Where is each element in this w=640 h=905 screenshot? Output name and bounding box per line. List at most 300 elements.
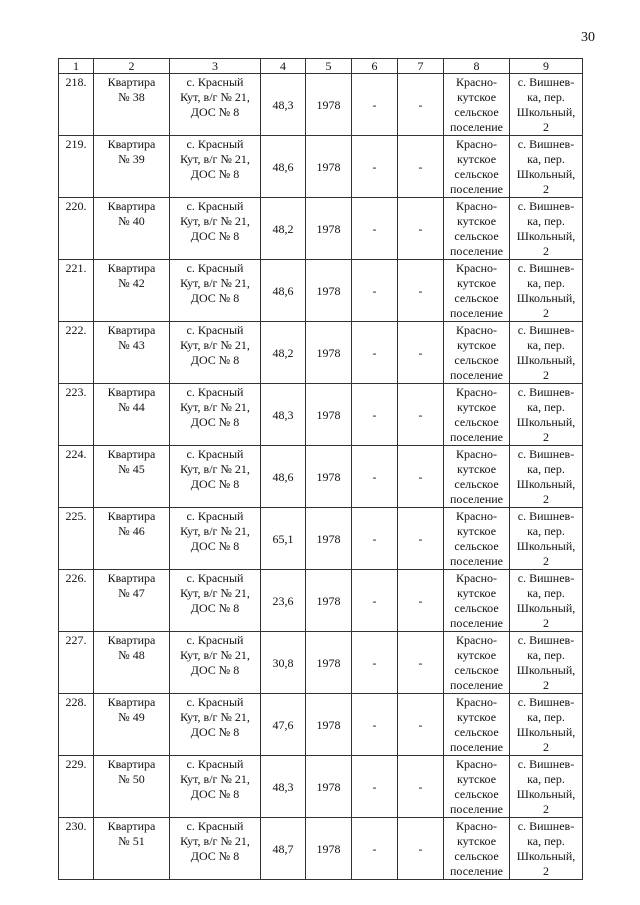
object-name-cell bbox=[94, 384, 170, 446]
row-number-cell: 230. bbox=[59, 818, 94, 880]
object-name-cell-line: Квартира bbox=[107, 509, 156, 523]
year-cell: 1978 bbox=[306, 384, 352, 446]
address-cell-line: ДОС № 8 bbox=[190, 601, 240, 615]
location-cell-line: с. Вишнев- bbox=[517, 509, 575, 523]
page-number: 30 bbox=[581, 30, 595, 45]
area-cell: 48,2 bbox=[261, 198, 306, 260]
row-number-cell: 220. bbox=[59, 198, 94, 260]
owner-cell bbox=[444, 818, 510, 880]
owner-cell bbox=[444, 446, 510, 508]
row-number-cell: 223. bbox=[59, 384, 94, 446]
year-cell: 1978 bbox=[306, 198, 352, 260]
area-cell: 30,8 bbox=[261, 632, 306, 694]
address-cell-line: с. Красный bbox=[186, 571, 244, 585]
address-cell bbox=[170, 756, 261, 818]
year-cell: 1978 bbox=[306, 322, 352, 384]
location-cell-line: ка, пер. bbox=[527, 524, 565, 538]
address-cell-line: ДОС № 8 bbox=[190, 291, 240, 305]
location-cell bbox=[510, 74, 583, 136]
owner-cell-line: Красно- bbox=[455, 695, 498, 709]
table-row bbox=[59, 384, 583, 446]
object-name-cell-line: Квартира bbox=[107, 447, 156, 461]
object-name-cell-line: Квартира bbox=[107, 633, 156, 647]
owner-cell-line: сельское bbox=[454, 601, 499, 615]
location-cell-line: Школьный, bbox=[516, 601, 576, 615]
table-row bbox=[59, 198, 583, 260]
address-cell bbox=[170, 198, 261, 260]
column-7-cell: - bbox=[398, 508, 444, 570]
object-name-cell bbox=[94, 694, 170, 756]
address-cell-line: ДОС № 8 bbox=[190, 539, 240, 553]
object-name-cell-line: № 50 bbox=[118, 772, 145, 786]
location-cell-line: 2 bbox=[543, 678, 549, 692]
location-cell bbox=[510, 508, 583, 570]
column-6-cell: - bbox=[352, 694, 398, 756]
location-cell-line: ка, пер. bbox=[527, 152, 565, 166]
address-cell-line: ДОС № 8 bbox=[190, 477, 240, 491]
row-number-cell: 224. bbox=[59, 446, 94, 508]
location-cell-line: ка, пер. bbox=[527, 710, 565, 724]
location-cell-line: с. Вишнев- bbox=[517, 261, 575, 275]
address-cell-line: Кут, в/г № 21, bbox=[180, 772, 250, 786]
area-cell: 48,6 bbox=[261, 136, 306, 198]
owner-cell-line: поселение bbox=[449, 678, 503, 692]
table-row bbox=[59, 756, 583, 818]
column-6-cell: - bbox=[352, 508, 398, 570]
address-cell-line: с. Красный bbox=[186, 509, 244, 523]
location-cell-line: ка, пер. bbox=[527, 834, 565, 848]
address-cell bbox=[170, 508, 261, 570]
address-cell-line: Кут, в/г № 21, bbox=[180, 214, 250, 228]
location-cell bbox=[510, 260, 583, 322]
owner-cell-line: Красно- bbox=[455, 447, 498, 461]
location-cell-line: Школьный, bbox=[516, 291, 576, 305]
object-name-cell-line: Квартира bbox=[107, 695, 156, 709]
location-cell-line: Школьный, bbox=[516, 353, 576, 367]
header-cell: 1 bbox=[59, 59, 94, 74]
owner-cell-line: поселение bbox=[449, 802, 503, 816]
location-cell-line: 2 bbox=[543, 244, 549, 258]
header-cell: 3 bbox=[170, 59, 261, 74]
address-cell bbox=[170, 446, 261, 508]
location-cell-line: 2 bbox=[543, 802, 549, 816]
column-7-cell: - bbox=[398, 260, 444, 322]
owner-cell-line: кутское bbox=[456, 834, 497, 848]
location-cell-line: Школьный, bbox=[516, 105, 576, 119]
owner-cell-line: кутское bbox=[456, 90, 497, 104]
owner-cell bbox=[444, 198, 510, 260]
location-cell-line: Школьный, bbox=[516, 663, 576, 677]
address-cell-line: ДОС № 8 bbox=[190, 415, 240, 429]
owner-cell-line: Красно- bbox=[455, 385, 498, 399]
address-cell bbox=[170, 570, 261, 632]
owner-cell bbox=[444, 136, 510, 198]
owner-cell-line: поселение bbox=[449, 182, 503, 196]
location-cell-line: 2 bbox=[543, 306, 549, 320]
address-cell-line: Кут, в/г № 21, bbox=[180, 90, 250, 104]
column-7-cell: - bbox=[398, 632, 444, 694]
column-7-cell: - bbox=[398, 198, 444, 260]
object-name-cell bbox=[94, 74, 170, 136]
column-7-cell: - bbox=[398, 818, 444, 880]
column-6-cell: - bbox=[352, 322, 398, 384]
area-cell: 48,6 bbox=[261, 260, 306, 322]
row-number-cell: 226. bbox=[59, 570, 94, 632]
owner-cell-line: поселение bbox=[449, 430, 503, 444]
location-cell-line: 2 bbox=[543, 492, 549, 506]
owner-cell-line: сельское bbox=[454, 105, 499, 119]
header-cell: 8 bbox=[444, 59, 510, 74]
owner-cell-line: кутское bbox=[456, 152, 497, 166]
owner-cell bbox=[444, 260, 510, 322]
header-cell: 9 bbox=[510, 59, 583, 74]
location-cell-line: Школьный, bbox=[516, 415, 576, 429]
address-cell-line: Кут, в/г № 21, bbox=[180, 276, 250, 290]
location-cell-line: ка, пер. bbox=[527, 462, 565, 476]
location-cell-line: Школьный, bbox=[516, 167, 576, 181]
location-cell-line: Школьный, bbox=[516, 849, 576, 863]
object-name-cell-line: Квартира bbox=[107, 75, 156, 89]
year-cell: 1978 bbox=[306, 446, 352, 508]
address-cell bbox=[170, 74, 261, 136]
location-cell-line: 2 bbox=[543, 740, 549, 754]
object-name-cell-line: Квартира bbox=[107, 137, 156, 151]
location-cell bbox=[510, 694, 583, 756]
object-name-cell-line: Квартира bbox=[107, 757, 156, 771]
column-6-cell: - bbox=[352, 446, 398, 508]
address-cell bbox=[170, 818, 261, 880]
location-cell-line: ка, пер. bbox=[527, 338, 565, 352]
address-cell-line: с. Красный bbox=[186, 137, 244, 151]
object-name-cell-line: № 46 bbox=[118, 524, 145, 538]
header-cell: 2 bbox=[94, 59, 170, 74]
header-cell: 7 bbox=[398, 59, 444, 74]
location-cell-line: ка, пер. bbox=[527, 648, 565, 662]
table-row bbox=[59, 74, 583, 136]
address-cell-line: Кут, в/г № 21, bbox=[180, 586, 250, 600]
address-cell-line: Кут, в/г № 21, bbox=[180, 834, 250, 848]
owner-cell-line: сельское bbox=[454, 353, 499, 367]
location-cell bbox=[510, 446, 583, 508]
owner-cell-line: кутское bbox=[456, 462, 497, 476]
address-cell bbox=[170, 322, 261, 384]
column-7-cell: - bbox=[398, 384, 444, 446]
column-6-cell: - bbox=[352, 384, 398, 446]
location-cell-line: Школьный, bbox=[516, 477, 576, 491]
location-cell-line: 2 bbox=[543, 182, 549, 196]
object-name-cell bbox=[94, 322, 170, 384]
object-name-cell bbox=[94, 260, 170, 322]
column-7-cell: - bbox=[398, 136, 444, 198]
area-cell: 23,6 bbox=[261, 570, 306, 632]
area-cell: 47,6 bbox=[261, 694, 306, 756]
address-cell-line: ДОС № 8 bbox=[190, 663, 240, 677]
table-row bbox=[59, 818, 583, 880]
address-cell-line: ДОС № 8 bbox=[190, 353, 240, 367]
owner-cell-line: поселение bbox=[449, 616, 503, 630]
owner-cell-line: поселение bbox=[449, 864, 503, 878]
column-7-cell: - bbox=[398, 446, 444, 508]
owner-cell-line: сельское bbox=[454, 539, 499, 553]
column-6-cell: - bbox=[352, 570, 398, 632]
area-cell: 48,3 bbox=[261, 756, 306, 818]
area-cell: 48,7 bbox=[261, 818, 306, 880]
address-cell bbox=[170, 694, 261, 756]
table-row bbox=[59, 632, 583, 694]
address-cell bbox=[170, 136, 261, 198]
owner-cell bbox=[444, 694, 510, 756]
location-cell-line: 2 bbox=[543, 368, 549, 382]
row-number-cell: 227. bbox=[59, 632, 94, 694]
owner-cell-line: Красно- bbox=[455, 819, 498, 833]
location-cell-line: Школьный, bbox=[516, 539, 576, 553]
object-name-cell bbox=[94, 818, 170, 880]
object-name-cell-line: № 49 bbox=[118, 710, 145, 724]
owner-cell-line: кутское bbox=[456, 772, 497, 786]
location-cell bbox=[510, 756, 583, 818]
owner-cell-line: Красно- bbox=[455, 509, 498, 523]
owner-cell-line: сельское bbox=[454, 291, 499, 305]
table-row bbox=[59, 570, 583, 632]
table-row bbox=[59, 446, 583, 508]
location-cell bbox=[510, 384, 583, 446]
location-cell-line: ка, пер. bbox=[527, 276, 565, 290]
area-cell: 65,1 bbox=[261, 508, 306, 570]
owner-cell-line: сельское bbox=[454, 229, 499, 243]
owner-cell bbox=[444, 74, 510, 136]
year-cell: 1978 bbox=[306, 74, 352, 136]
address-cell-line: Кут, в/г № 21, bbox=[180, 338, 250, 352]
address-cell-line: с. Красный bbox=[186, 323, 244, 337]
address-cell-line: с. Красный bbox=[186, 261, 244, 275]
owner-cell-line: сельское bbox=[454, 663, 499, 677]
owner-cell-line: сельское bbox=[454, 787, 499, 801]
area-cell: 48,6 bbox=[261, 446, 306, 508]
address-cell bbox=[170, 260, 261, 322]
owner-cell-line: Красно- bbox=[455, 571, 498, 585]
owner-cell-line: сельское bbox=[454, 849, 499, 863]
location-cell-line: с. Вишнев- bbox=[517, 819, 575, 833]
object-name-cell-line: Квартира bbox=[107, 819, 156, 833]
location-cell-line: 2 bbox=[543, 430, 549, 444]
row-number-cell: 222. bbox=[59, 322, 94, 384]
object-name-cell-line: № 42 bbox=[118, 276, 145, 290]
location-cell-line: ка, пер. bbox=[527, 400, 565, 414]
year-cell: 1978 bbox=[306, 694, 352, 756]
column-7-cell: - bbox=[398, 694, 444, 756]
owner-cell bbox=[444, 384, 510, 446]
owner-cell-line: Красно- bbox=[455, 137, 498, 151]
location-cell-line: с. Вишнев- bbox=[517, 199, 575, 213]
address-cell-line: с. Красный bbox=[186, 633, 244, 647]
area-cell: 48,2 bbox=[261, 322, 306, 384]
location-cell-line: ка, пер. bbox=[527, 772, 565, 786]
object-name-cell bbox=[94, 198, 170, 260]
owner-cell-line: Красно- bbox=[455, 199, 498, 213]
owner-cell bbox=[444, 322, 510, 384]
address-cell-line: с. Красный bbox=[186, 757, 244, 771]
object-name-cell bbox=[94, 756, 170, 818]
owner-cell-line: Красно- bbox=[455, 633, 498, 647]
column-6-cell: - bbox=[352, 818, 398, 880]
column-7-cell: - bbox=[398, 322, 444, 384]
owner-cell-line: сельское bbox=[454, 415, 499, 429]
object-name-cell-line: № 44 bbox=[118, 400, 145, 414]
owner-cell-line: поселение bbox=[449, 306, 503, 320]
address-cell-line: с. Красный bbox=[186, 385, 244, 399]
column-6-cell: - bbox=[352, 74, 398, 136]
owner-cell-line: кутское bbox=[456, 586, 497, 600]
row-number-cell: 219. bbox=[59, 136, 94, 198]
owner-cell-line: Красно- bbox=[455, 757, 498, 771]
object-name-cell-line: № 47 bbox=[118, 586, 145, 600]
address-cell-line: Кут, в/г № 21, bbox=[180, 462, 250, 476]
address-cell-line: Кут, в/г № 21, bbox=[180, 710, 250, 724]
address-cell-line: с. Красный bbox=[186, 199, 244, 213]
column-6-cell: - bbox=[352, 198, 398, 260]
location-cell-line: с. Вишнев- bbox=[517, 447, 575, 461]
location-cell-line: с. Вишнев- bbox=[517, 571, 575, 585]
table-row bbox=[59, 136, 583, 198]
year-cell: 1978 bbox=[306, 136, 352, 198]
location-cell-line: с. Вишнев- bbox=[517, 385, 575, 399]
address-cell-line: ДОС № 8 bbox=[190, 787, 240, 801]
location-cell-line: с. Вишнев- bbox=[517, 633, 575, 647]
year-cell: 1978 bbox=[306, 508, 352, 570]
address-cell-line: с. Красный bbox=[186, 695, 244, 709]
owner-cell-line: кутское bbox=[456, 524, 497, 538]
object-name-cell-line: Квартира bbox=[107, 323, 156, 337]
owner-cell bbox=[444, 756, 510, 818]
address-cell-line: с. Красный bbox=[186, 819, 244, 833]
table-header-row bbox=[59, 59, 583, 74]
column-6-cell: - bbox=[352, 260, 398, 322]
location-cell-line: 2 bbox=[543, 864, 549, 878]
object-name-cell bbox=[94, 632, 170, 694]
area-cell: 48,3 bbox=[261, 74, 306, 136]
owner-cell-line: поселение bbox=[449, 554, 503, 568]
owner-cell bbox=[444, 570, 510, 632]
object-name-cell-line: № 39 bbox=[118, 152, 145, 166]
address-cell bbox=[170, 384, 261, 446]
object-name-cell bbox=[94, 508, 170, 570]
column-6-cell: - bbox=[352, 136, 398, 198]
location-cell bbox=[510, 818, 583, 880]
object-name-cell-line: № 45 bbox=[118, 462, 145, 476]
address-cell-line: Кут, в/г № 21, bbox=[180, 524, 250, 538]
column-7-cell: - bbox=[398, 756, 444, 818]
year-cell: 1978 bbox=[306, 632, 352, 694]
row-number-cell: 221. bbox=[59, 260, 94, 322]
header-cell: 6 bbox=[352, 59, 398, 74]
location-cell-line: Школьный, bbox=[516, 229, 576, 243]
owner-cell-line: поселение bbox=[449, 740, 503, 754]
owner-cell-line: кутское bbox=[456, 276, 497, 290]
address-cell-line: ДОС № 8 bbox=[190, 229, 240, 243]
address-cell-line: с. Красный bbox=[186, 447, 244, 461]
object-name-cell-line: Квартира bbox=[107, 385, 156, 399]
object-name-cell-line: № 43 bbox=[118, 338, 145, 352]
address-cell-line: Кут, в/г № 21, bbox=[180, 648, 250, 662]
location-cell bbox=[510, 570, 583, 632]
year-cell: 1978 bbox=[306, 260, 352, 322]
owner-cell-line: кутское bbox=[456, 214, 497, 228]
area-cell: 48,3 bbox=[261, 384, 306, 446]
location-cell-line: с. Вишнев- bbox=[517, 757, 575, 771]
object-name-cell-line: № 40 bbox=[118, 214, 145, 228]
address-cell bbox=[170, 632, 261, 694]
location-cell-line: 2 bbox=[543, 616, 549, 630]
column-7-cell: - bbox=[398, 570, 444, 632]
object-name-cell-line: Квартира bbox=[107, 199, 156, 213]
row-number-cell: 228. bbox=[59, 694, 94, 756]
address-cell-line: с. Красный bbox=[186, 75, 244, 89]
owner-cell-line: поселение bbox=[449, 492, 503, 506]
row-number-cell: 218. bbox=[59, 74, 94, 136]
owner-cell-line: сельское bbox=[454, 725, 499, 739]
owner-cell-line: сельское bbox=[454, 477, 499, 491]
object-name-cell-line: № 38 bbox=[118, 90, 145, 104]
row-number-cell: 229. bbox=[59, 756, 94, 818]
owner-cell-line: сельское bbox=[454, 167, 499, 181]
owner-cell-line: кутское bbox=[456, 648, 497, 662]
year-cell: 1978 bbox=[306, 818, 352, 880]
address-cell-line: ДОС № 8 bbox=[190, 725, 240, 739]
header-cell: 4 bbox=[261, 59, 306, 74]
location-cell-line: с. Вишнев- bbox=[517, 323, 575, 337]
header-cell: 5 bbox=[306, 59, 352, 74]
location-cell bbox=[510, 632, 583, 694]
owner-cell-line: поселение bbox=[449, 368, 503, 382]
owner-cell-line: кутское bbox=[456, 338, 497, 352]
object-name-cell-line: № 48 bbox=[118, 648, 145, 662]
column-7-cell: - bbox=[398, 74, 444, 136]
location-cell bbox=[510, 198, 583, 260]
location-cell-line: Школьный, bbox=[516, 787, 576, 801]
property-table bbox=[58, 58, 583, 880]
location-cell-line: 2 bbox=[543, 554, 549, 568]
address-cell-line: ДОС № 8 bbox=[190, 167, 240, 181]
owner-cell-line: поселение bbox=[449, 244, 503, 258]
location-cell-line: ка, пер. bbox=[527, 90, 565, 104]
location-cell-line: 2 bbox=[543, 120, 549, 134]
table-row bbox=[59, 508, 583, 570]
address-cell-line: ДОС № 8 bbox=[190, 849, 240, 863]
table-row bbox=[59, 322, 583, 384]
owner-cell-line: кутское bbox=[456, 710, 497, 724]
owner-cell bbox=[444, 508, 510, 570]
table-row bbox=[59, 260, 583, 322]
location-cell-line: с. Вишнев- bbox=[517, 137, 575, 151]
column-6-cell: - bbox=[352, 632, 398, 694]
location-cell-line: с. Вишнев- bbox=[517, 695, 575, 709]
year-cell: 1978 bbox=[306, 570, 352, 632]
location-cell-line: ка, пер. bbox=[527, 214, 565, 228]
object-name-cell-line: № 51 bbox=[118, 834, 145, 848]
address-cell-line: Кут, в/г № 21, bbox=[180, 152, 250, 166]
address-cell-line: ДОС № 8 bbox=[190, 105, 240, 119]
table-body bbox=[59, 74, 583, 880]
owner-cell-line: кутское bbox=[456, 400, 497, 414]
location-cell-line: с. Вишнев- bbox=[517, 75, 575, 89]
table-row bbox=[59, 694, 583, 756]
column-6-cell: - bbox=[352, 756, 398, 818]
object-name-cell-line: Квартира bbox=[107, 261, 156, 275]
location-cell-line: Школьный, bbox=[516, 725, 576, 739]
owner-cell-line: Красно- bbox=[455, 75, 498, 89]
location-cell-line: ка, пер. bbox=[527, 586, 565, 600]
object-name-cell bbox=[94, 570, 170, 632]
